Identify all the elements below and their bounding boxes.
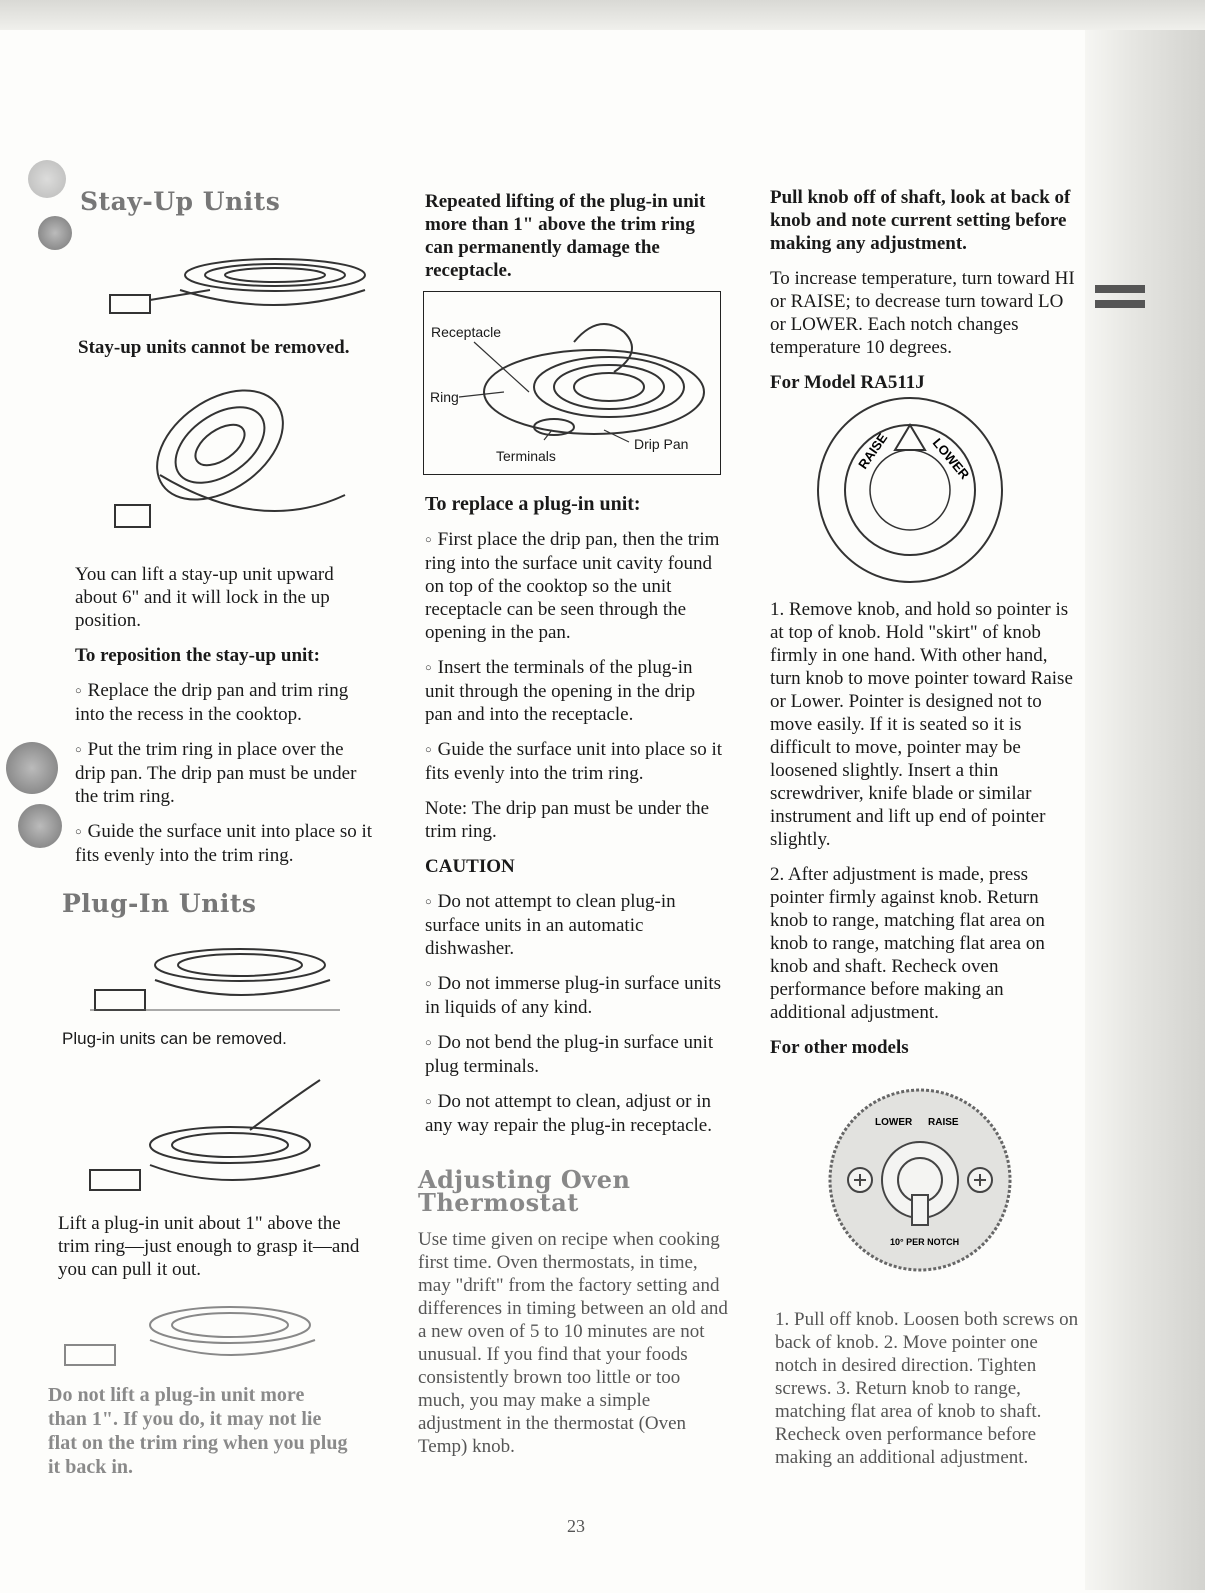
side-dot-icon	[38, 216, 72, 250]
knob2-lower-label: LOWER	[875, 1117, 913, 1128]
side-dot-icon	[18, 804, 62, 848]
step-1: 1. Remove knob, and hold so pointer is at top of knob. Hold "skirt" of knob firmly in one hand. With other hand, turn knob to move pointer toward Raise or Lower. Pointer is designed not to move easily. If it is seated so it is difficult to move, pointer may be loosened slightly. Insert a thin screwdriver, knife blade or similar instrument and lift up end of pointer slightly.	[770, 599, 1073, 850]
page-number: 23	[567, 1516, 585, 1536]
index-tab	[1095, 285, 1145, 293]
other-models-heading: For other models	[770, 1037, 909, 1058]
drip-pan-label: Drip Pan	[634, 436, 689, 452]
scan-top-edge	[0, 0, 1205, 30]
plug-in-caption-block	[62, 1027, 382, 1062]
left-column	[80, 187, 400, 216]
right-column-top	[770, 186, 1075, 406]
replace-bullet: ○ Insert the terminals of the plug-in unit through the opening in the drip pan and into the receptacle.	[425, 656, 725, 726]
stay-up-body: You can lift a stay-up unit upward about 6" and it will lock in the up position.	[75, 564, 334, 631]
plug-in-warning-illustration	[55, 1295, 335, 1375]
replace-heading: To replace a plug-in unit:	[425, 493, 641, 515]
other-models-steps: 1. Pull off knob. Loosen both screws on back of knob. 2. Move pointer one notch in desired direction. Tighten screws. 3. Return knob to range, matching flat area of knob to shaft. Recheck oven performance before making an additional adjustment.	[775, 1309, 1079, 1468]
caution-heading: CAUTION	[425, 856, 515, 877]
lift-text: Lift a plug-in unit about 1" above the trim ring—just enough to grasp it—and you can pull it out.	[58, 1213, 360, 1280]
replace-bullet: ○ First place the drip pan, then the trim ring into the surface unit cavity found on top of the cooktop so the unit receptacle can be seen through the opening in the pan.	[425, 528, 725, 644]
thermostat-heading: Adjusting Oven Thermostat	[418, 1165, 631, 1217]
repeated-lifting-warning: Repeated lifting of the plug-in unit more than 1" above the trim ring can permanently damage the receptacle.	[425, 191, 706, 281]
knob1-lower-label: LOWER	[929, 435, 973, 482]
stay-up-lifted-illustration	[100, 385, 360, 550]
stay-up-heading: Stay-Up Units	[80, 187, 281, 216]
pull-knob-heading: Pull knob off of shaft, look at back of knob and note current setting before making any adjustment.	[770, 187, 1071, 254]
terminals-label: Terminals	[496, 448, 556, 464]
reposition-bullet: ○ Guide the surface unit into place so it fits evenly into the trim ring.	[75, 820, 375, 867]
knob-ra511j-illustration	[810, 395, 1010, 590]
receptacle-label: Receptacle	[431, 324, 502, 340]
side-dot-icon	[28, 160, 66, 198]
drip-pan-note: Note: The drip pan must be under the trim ring.	[425, 798, 710, 842]
caution-bullet: ○ Do not attempt to clean plug-in surface units in an automatic dishwasher.	[425, 890, 725, 960]
knob1-raise-label: RAISE	[855, 430, 891, 472]
stay-up-caption: Stay-up units cannot be removed.	[78, 337, 350, 358]
scan-right-edge	[1085, 30, 1205, 1590]
stay-up-unit-illustration	[100, 250, 370, 325]
knob-other-illustration	[820, 1075, 1020, 1285]
right-column-bottom	[775, 1308, 1080, 1481]
side-dot-icon	[6, 742, 58, 794]
caution-bullet: ○ Do not attempt to clean, adjust or in any way repair the plug-in receptacle.	[425, 1090, 725, 1137]
thermostat-body: Use time given on recipe when cooking first time. Oven thermostats, in time, may "drift" from the factory setting and differences in timing between an old and a new oven of 5 to 10 minutes are not unusual. If you find that your foods consistently brown too little or too much, you may make a simple adjustment in the thermostat (Oven Temp) knob.	[418, 1229, 728, 1457]
reposition-heading: To reposition the stay-up unit:	[75, 645, 320, 666]
index-tab	[1095, 300, 1145, 308]
plug-in-lift-illustration	[80, 1070, 340, 1200]
reposition-bullet: ○ Replace the drip pan and trim ring into the recess in the cooktop.	[75, 679, 375, 726]
plug-in-heading: Plug-In Units	[62, 889, 257, 918]
plug-in-unit-illustration	[90, 940, 350, 1015]
increase-decrease-text: To increase temperature, turn toward HI or RAISE; to decrease turn toward LO or LOWER. Each notch changes temperature 10 degrees.	[770, 268, 1075, 358]
caution-bullet: ○ Do not immerse plug-in surface units in liquids of any kind.	[425, 972, 725, 1019]
middle-column-body	[425, 493, 725, 1149]
right-column-steps	[770, 598, 1075, 1071]
caution-bullet: ○ Do not bend the plug-in surface unit plug terminals.	[425, 1031, 725, 1078]
replace-bullet: ○ Guide the surface unit into place so it fits evenly into the trim ring.	[425, 738, 725, 785]
lift-text-block	[58, 1212, 363, 1293]
thermostat-section	[418, 1165, 728, 1470]
plug-in-caption: Plug-in units can be removed.	[62, 1029, 287, 1048]
step-2: 2. After adjustment is made, press pointer firmly against knob. Return knob to range, matching flat area on knob to range, matching flat area on knob and shaft. Recheck oven performance before making an additional adjustment.	[770, 864, 1045, 1023]
knob2-raise-label: RAISE	[928, 1117, 959, 1128]
plug-in-heading-block	[62, 889, 382, 918]
reposition-bullet: ○ Put the trim ring in place over the drip pan. The drip pan must be under the trim ring.	[75, 738, 375, 808]
knob2-notch-label: 10° PER NOTCH	[890, 1237, 960, 1247]
left-caption-block	[78, 336, 398, 371]
left-body-block	[75, 563, 375, 879]
warning-text-block	[48, 1383, 348, 1491]
model-heading: For Model RA511J	[770, 372, 925, 393]
ring-label: Ring	[430, 389, 459, 405]
plug-in-warning: Do not lift a plug-in unit more than 1". If you do, it may not lie flat on the trim ring when you plug it back in.	[48, 1384, 348, 1478]
receptacle-diagram-frame	[423, 291, 721, 475]
middle-column-top	[425, 190, 725, 294]
